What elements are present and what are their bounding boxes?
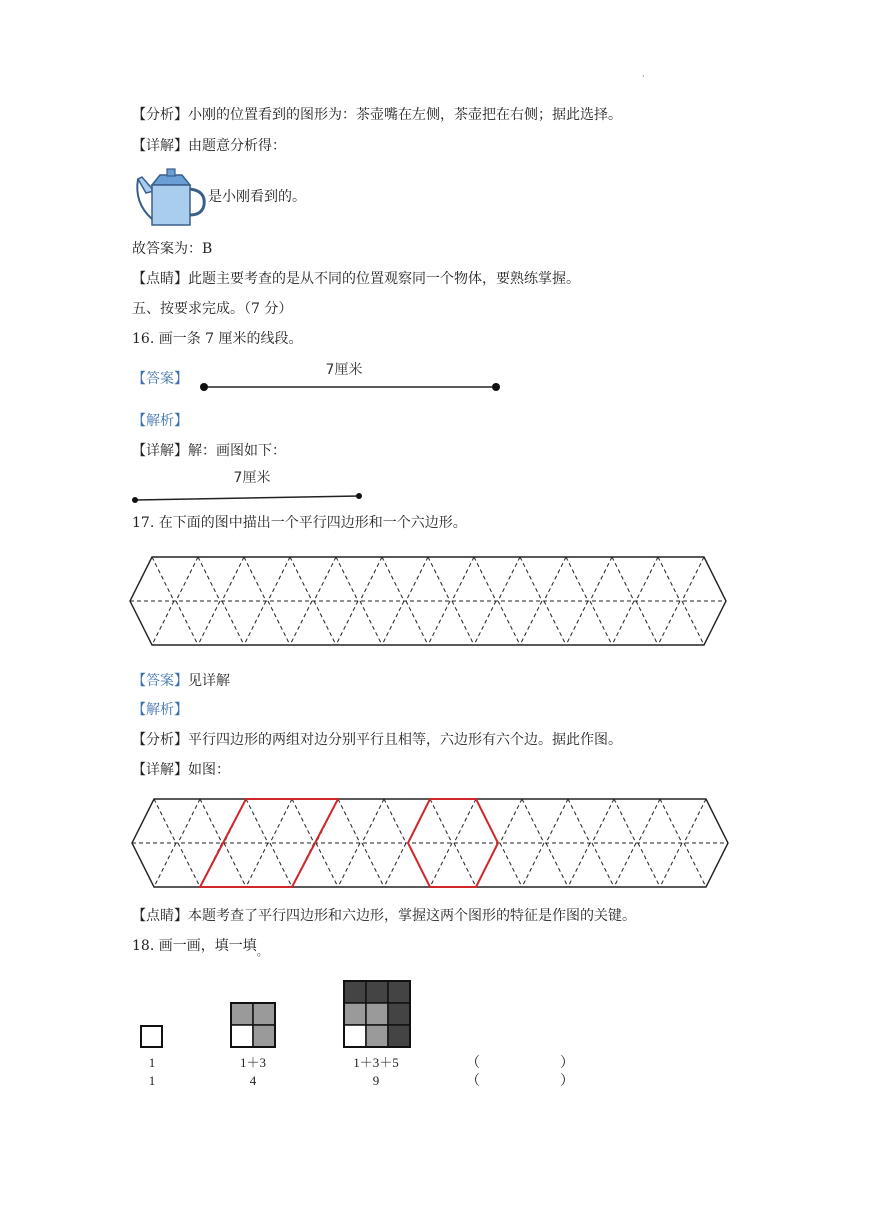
grid-diagonal [268, 557, 290, 601]
header-mark: · [642, 72, 645, 82]
grid-diagonal [362, 843, 384, 887]
grid-diagonal [566, 601, 588, 645]
grid-diagonal [154, 843, 176, 887]
square-1x1 [140, 1025, 164, 1049]
grid-diagonal [614, 799, 636, 843]
grid-diagonal [154, 799, 176, 843]
grid-diagonal [566, 557, 588, 601]
grid-diagonal [406, 601, 428, 645]
grid-diagonal [452, 601, 474, 645]
teapot-caption: 是小刚看到的。 [208, 189, 306, 205]
grid-diagonal [454, 799, 476, 843]
grid-diagonal [244, 557, 266, 601]
grid-diagonal [452, 557, 474, 601]
grid-diagonal [590, 601, 612, 645]
grid-diagonal [360, 557, 382, 601]
grid-diagonal [660, 799, 682, 843]
grid-diagonal [520, 601, 542, 645]
triangle-grid-blank [130, 555, 740, 655]
grid-diagonal [224, 843, 246, 887]
grid-diagonal [684, 843, 706, 887]
triangle-grid-answer [132, 797, 740, 895]
grid-diagonal [592, 843, 614, 887]
grid-diagonal [336, 557, 358, 601]
grid-diagonal [268, 601, 290, 645]
question-18: 18. 画一画，填一填 [132, 938, 257, 954]
grid-diagonal [222, 557, 244, 601]
grid-diagonal [362, 799, 384, 843]
grid-diagonal [314, 601, 336, 645]
square-2x2 [230, 1002, 278, 1050]
grid-diagonal [176, 557, 198, 601]
grid-diagonal [636, 557, 658, 601]
detail-line-1: 【详解】由题意分析得： [132, 138, 286, 154]
grid-diagonal [520, 557, 542, 601]
grid-diagonal [428, 557, 450, 601]
grid-diagonal [198, 601, 220, 645]
grid-diagonal [290, 557, 312, 601]
segment-detail [130, 466, 365, 506]
grid-diagonal [546, 843, 568, 887]
q17-answer-text: 见详解 [188, 673, 230, 689]
q16-analysis-tag: 【解析】 [132, 413, 188, 429]
segment-answer [198, 358, 503, 394]
comment-line-1: 【点睛】此题主要考查的是从不同的位置观察同一个物体，要熟练掌握。 [132, 271, 580, 287]
grid-diagonal [454, 843, 476, 887]
grid-diagonal [360, 601, 382, 645]
grid-diagonal [568, 843, 590, 887]
grid-diagonal [244, 601, 266, 645]
grid-diagonal [544, 601, 566, 645]
grid-diagonal [682, 601, 704, 645]
grid-diagonal [546, 799, 568, 843]
analysis-line-1: 【分析】小刚的位置看到的图形为：茶壶嘴在左侧，茶壶把在右侧；据此选择。 [132, 107, 622, 123]
grid-diagonal [500, 799, 522, 843]
question-16: 16. 画一条 7 厘米的线段。 [132, 331, 303, 347]
grid-diagonal [474, 557, 496, 601]
grid-diagonal [178, 843, 200, 887]
answer-b: 故答案为：B [132, 241, 213, 257]
grid-diagonal [384, 799, 406, 843]
grid-diagonal [200, 799, 222, 843]
section-five-title: 五、按要求完成。（7 分） [132, 301, 293, 317]
grid-diagonal [222, 601, 244, 645]
square-3x3 [343, 980, 413, 1050]
grid-diagonal [246, 799, 268, 843]
grid-diagonal [336, 601, 358, 645]
grid-diagonal [568, 799, 590, 843]
grid-diagonal [246, 843, 268, 887]
grid-diagonal [428, 601, 450, 645]
grid-diagonal [152, 557, 174, 601]
blank-1-close: ） [560, 1055, 574, 1071]
grid-diagonal [316, 843, 338, 887]
grid-diagonal [614, 843, 636, 887]
grid-diagonal [474, 601, 496, 645]
grid-diagonal [152, 601, 174, 645]
blank-2-open: （ [466, 1073, 480, 1089]
grid-diagonal [430, 843, 452, 887]
caption-1-top: 1 [148, 1055, 156, 1070]
grid-diagonal [178, 799, 200, 843]
grid-diagonal [638, 799, 660, 843]
grid-diagonal [658, 601, 680, 645]
q17-analysis-tag: 【解析】 [132, 702, 188, 718]
grid-diagonal [382, 601, 404, 645]
grid-diagonal [544, 557, 566, 601]
q17-detail: 【详解】如图： [132, 762, 230, 778]
q17-analysis: 【分析】平行四边形的两组对边分别平行且相等，六边形有六个边。据此作图。 [132, 732, 622, 748]
caption-1-bottom: 1 [148, 1073, 156, 1088]
grid-diagonal [612, 557, 634, 601]
q16-detail: 【详解】解：画图如下： [132, 443, 286, 459]
grid-diagonal [682, 557, 704, 601]
grid-diagonal [270, 843, 292, 887]
grid-diagonal [176, 601, 198, 645]
question-18-period: 。 [256, 945, 268, 958]
grid-diagonal [592, 799, 614, 843]
question-17: 17. 在下面的图中描出一个平行四边形和一个六边形。 [132, 515, 467, 531]
teapot-image [132, 167, 208, 229]
caption-2-top: 1＋3 [239, 1055, 266, 1070]
grid-diagonal [612, 601, 634, 645]
grid-diagonal [198, 557, 220, 601]
caption-3-top: 1＋3＋5 [353, 1055, 399, 1070]
blank-1-open: （ [466, 1055, 480, 1071]
grid-diagonal [382, 557, 404, 601]
grid-diagonal [384, 843, 406, 887]
q17-comment: 【点睛】本题考查了平行四边形和六边形，掌握这两个图形的特征是作图的关键。 [132, 908, 636, 924]
q17-answer-tag: 【答案】 [132, 673, 188, 689]
grid-diagonal [498, 557, 520, 601]
segment-detail-label: 7厘米 [233, 470, 271, 486]
grid-diagonal [636, 601, 658, 645]
q16-answer-tag: 【答案】 [132, 371, 188, 387]
blank-2-close: ） [560, 1073, 574, 1089]
grid-diagonal [406, 557, 428, 601]
grid-diagonal [522, 843, 544, 887]
caption-3-bottom: 9 [372, 1073, 380, 1088]
grid-diagonal [292, 799, 314, 843]
grid-diagonal [290, 601, 312, 645]
grid-diagonal [500, 843, 522, 887]
grid-diagonal [660, 843, 682, 887]
grid-diagonal [338, 843, 360, 887]
grid-diagonal [338, 799, 360, 843]
grid-diagonal [684, 799, 706, 843]
grid-diagonal [270, 799, 292, 843]
grid-diagonal [522, 799, 544, 843]
grid-diagonal [590, 557, 612, 601]
caption-2-bottom: 4 [249, 1073, 257, 1088]
grid-diagonal [498, 601, 520, 645]
grid-diagonal [314, 557, 336, 601]
segment-answer-label: 7厘米 [325, 362, 363, 378]
grid-diagonal [638, 843, 660, 887]
grid-diagonal [430, 799, 452, 843]
grid-diagonal [658, 557, 680, 601]
